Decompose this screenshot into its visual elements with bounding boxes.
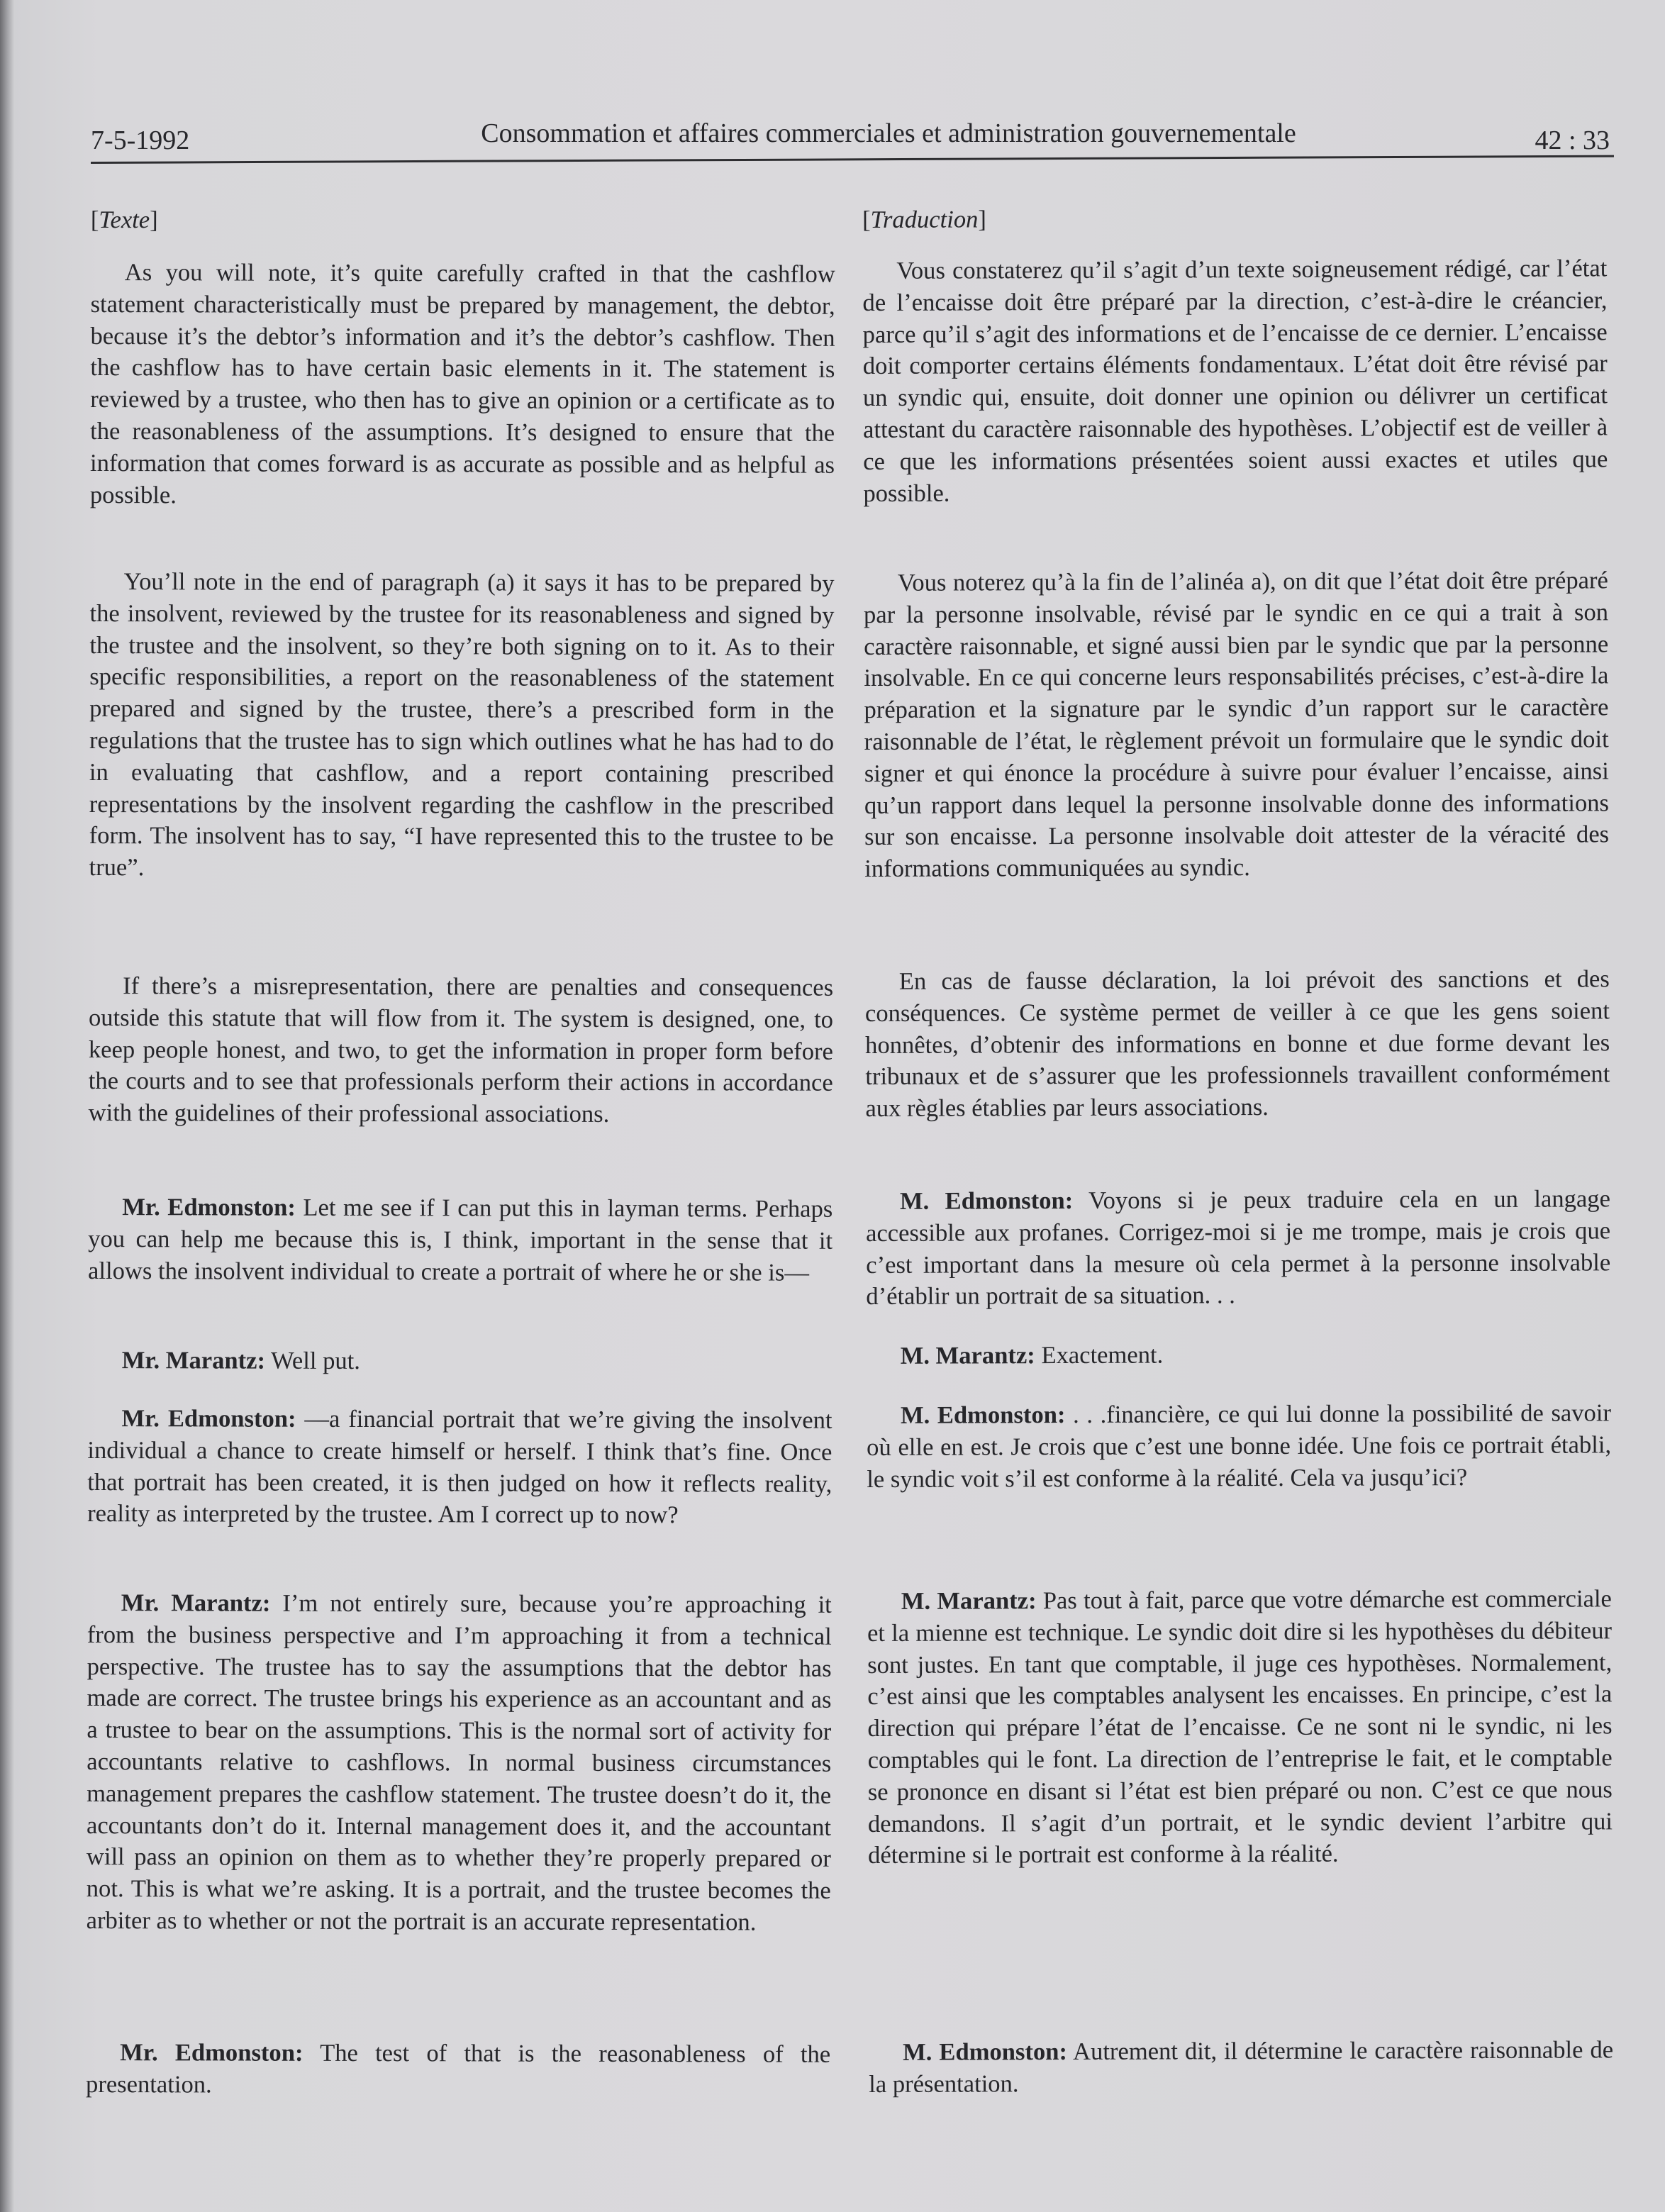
exchange	[866, 1183, 1611, 1313]
column-label: [Traduction]	[862, 206, 986, 233]
exchange	[869, 2034, 1613, 2100]
speaker-name: M. Edmonston:	[899, 1186, 1074, 1215]
speech-text: Voyons si je peux traduire cela en un langage accessible aux profanes. Corrigez-moi si je me trompe, mais je crois que c’est important dans la mesure où cela permet à la personne insolvable d’établir un portrait de sa situation. . .	[865, 1185, 1611, 1311]
speaker-name: Mr. Edmonston:	[121, 1405, 296, 1433]
header-date: 7-5-1992	[91, 126, 190, 155]
column-french	[862, 201, 1614, 2098]
speaker-name: M. Marantz:	[901, 1587, 1037, 1615]
exchange	[86, 2037, 830, 2102]
speaker-name: M. Edmonston:	[900, 1401, 1066, 1429]
column-label-text: Traduction	[870, 206, 979, 233]
paragraph: You’ll note in the end of paragraph (a) it says it has to be prepared by the insolvent, reviewed by the trustee for its reasonableness and signed by the trustee and the insolvent, so they’re both signing on to it. As to their specific responsibilities, a report on the reasonableness of the statement prepared and signed by the trustee, there’s a prescribed form in the regulations that the trustee has to sign which outlines what he has had to do in evaluating that cashflow, and a report containing prescribed representations by the insolvent regarding the cashflow in the prescribed form. The insolvent has to say, “I have represented this to the trustee to be true”.	[89, 568, 835, 882]
paragraph: If there’s a misrepresentation, there are penalties and consequences outside this statute that will flow from it. The system is designed, one, to keep people honest, and two, to get the information in proper form before the courts and to see that professionals perform their actions in accordance with the guidelines of their professional associations.	[88, 972, 834, 1128]
speaker-name: Mr. Marantz:	[121, 1347, 266, 1374]
speaker-name: M. Edmonston:	[903, 2038, 1068, 2066]
speech-text: —a financial portrait that we’re giving the insolvent individual a chance to create himself or herself. I think that’s fine. Once that portrait has been created, it is then judged on how it reflects reality, reality as interpreted by the trustee. Am I correct up to now?	[87, 1405, 832, 1529]
speech-text: Exactement.	[1035, 1341, 1164, 1369]
exchange	[88, 1345, 832, 1379]
column-label: [Texte]	[90, 206, 158, 234]
speech-text: Pas tout à fait, parce que votre démarche est commerciale et la mienne est technique. Le syndic doit dire si les hypothèses du débiteur sont justes. En tant que comptable, il juge ces hypothèses. Normalement, c’est ainsi que les comptables analysent les encaisses. En principe, c’est la direction qui prépare l’état de l’encaisse. Ce ne sont ni le syndic, ni les comptables qui le font. La direction de l’entreprise le fait, et le comptable se prononce en disant si l’état est bien préparé ou non. C’est ce que nous demandons. Il s’agit d’un portrait, et le syndic devient l’arbitre qui détermine si le portrait est conforme à la réalité.	[867, 1585, 1613, 1869]
exchange	[87, 1403, 832, 1532]
paragraph: As you will note, it’s quite carefully crafted in that the cashflow statement characteristically must be prepared by management, the debtor, because it’s the debtor’s information and it’s the debtor’s cashflow. Then the cashflow has to have certain basic elements in it. The statement is reviewed by a trustee, who then has to give an opinion or a certificate as to the reasonableness of the assumptions. It’s designed to ensure that the information that comes forward is as accurate as possible and as helpful as possible.	[89, 259, 835, 508]
speech-text: Autrement dit, il détermine le caractère raisonnable de la présentation.	[869, 2036, 1614, 2098]
speaker-name: M. Marantz:	[900, 1342, 1035, 1369]
speech-text: The test of that is the reasonableness of the presentation.	[86, 2039, 831, 2099]
exchange	[88, 1191, 832, 1289]
exchange	[867, 1397, 1611, 1495]
exchange	[87, 1587, 832, 1939]
header-title: Consommation et affaires commerciales et administration gouvernementale	[481, 118, 1296, 148]
speech-text: Let me see if I can put this in layman terms. Perhaps you can help me because this is, I think, important in the sense that it allows the insolvent individual to create a portrait of where he or she is—	[88, 1194, 833, 1286]
page-binding-edge	[0, 0, 14, 2212]
speech-text: Well put.	[264, 1347, 360, 1375]
exchange	[867, 1338, 1611, 1372]
running-header	[91, 116, 1610, 160]
paragraph: Vous constaterez qu’il s’agit d’un texte soigneusement rédigé, car l’état de l’encaisse doit être préparé par la direction, c’est-à-dire le créancier, parce qu’il s’agit des informations et de l’encaisse de ce dernier. L’encaisse doit comporter certains éléments fondamentaux. L’état doit être révisé par un syndic qui, ensuite, doit donner une opinion ou délivrer un certificat attestant du caractère raisonnable des hypothèses. L’objectif est de veiller à ce que les informations présentées soient aussi exactes et utiles que possible.	[862, 255, 1608, 507]
speaker-name: Mr. Marantz:	[121, 1589, 271, 1617]
speech-text: . . .financière, ce qui lui donne la possibilité de savoir où elle en est. Je crois que c’est une bonne idée. Une fois ce portrait établi, le syndic voit s’il est conforme à la réalité. Cela va jusqu’ici?	[867, 1399, 1612, 1493]
paragraph: En cas de fausse déclaration, la loi prévoit des sanctions et des conséquences. Ce système permet de veiller à ce que les gens soient honnêtes, d’obtenir des informations en bonne et due forme devant les tribunaux et de s’assurer que les professionnels travaillent conformément aux règles établies par leurs associations.	[864, 965, 1610, 1123]
exchange	[867, 1583, 1613, 1872]
header-page-number: 42 : 33	[1535, 126, 1610, 155]
speaker-name: Mr. Edmonston:	[122, 1194, 296, 1221]
paragraph: Vous noterez qu’à la fin de l’alinéa a), on dit que l’état doit être préparé par la personne insolvable, révisé par le syndic en ce qui a trait à son caractère raisonnable, et signé aussi bien par le syndic que par la personne insolvable. En ce qui concerne leurs responsabilités précises, c’est-à-dire la préparation et la signature par le syndic d’un rapport sur le caractère raisonnable de l’état, le règlement prévoit un formulaire que le syndic doit signer et qui énonce la procédure à suivre pour évaluer l’encaisse, ainsi qu’un rapport dans lequel la personne insolvable donne des informations sur son encaisse. La personne insolvable doit attester de la véracité des informations communiquées au syndic.	[863, 567, 1610, 883]
column-label-text: Texte	[99, 206, 150, 234]
speaker-name: Mr. Edmonston:	[120, 2039, 304, 2067]
speech-text: I’m not entirely sure, because you’re approaching it from the business perspective and I’m approaching it from a technical perspective. The trustee has to say the assumptions that the debtor has made are correct. The trustee brings his experience as an accountant and as a trustee to bear on the assumptions. This is the normal sort of activity for accountants relative to cashflows. In normal business circumstances management prepares the cashflow statement. The trustee doesn’t do it, the accountants don’t do it. Internal management does it, and the accountant will pass an opinion on them as to whether they’re properly prepared or not. This is what we’re asking. It is a portrait, and the trustee becomes the arbiter as to whether or not the portrait is an accurate representation.	[86, 1589, 832, 1936]
column-english	[86, 204, 835, 2099]
